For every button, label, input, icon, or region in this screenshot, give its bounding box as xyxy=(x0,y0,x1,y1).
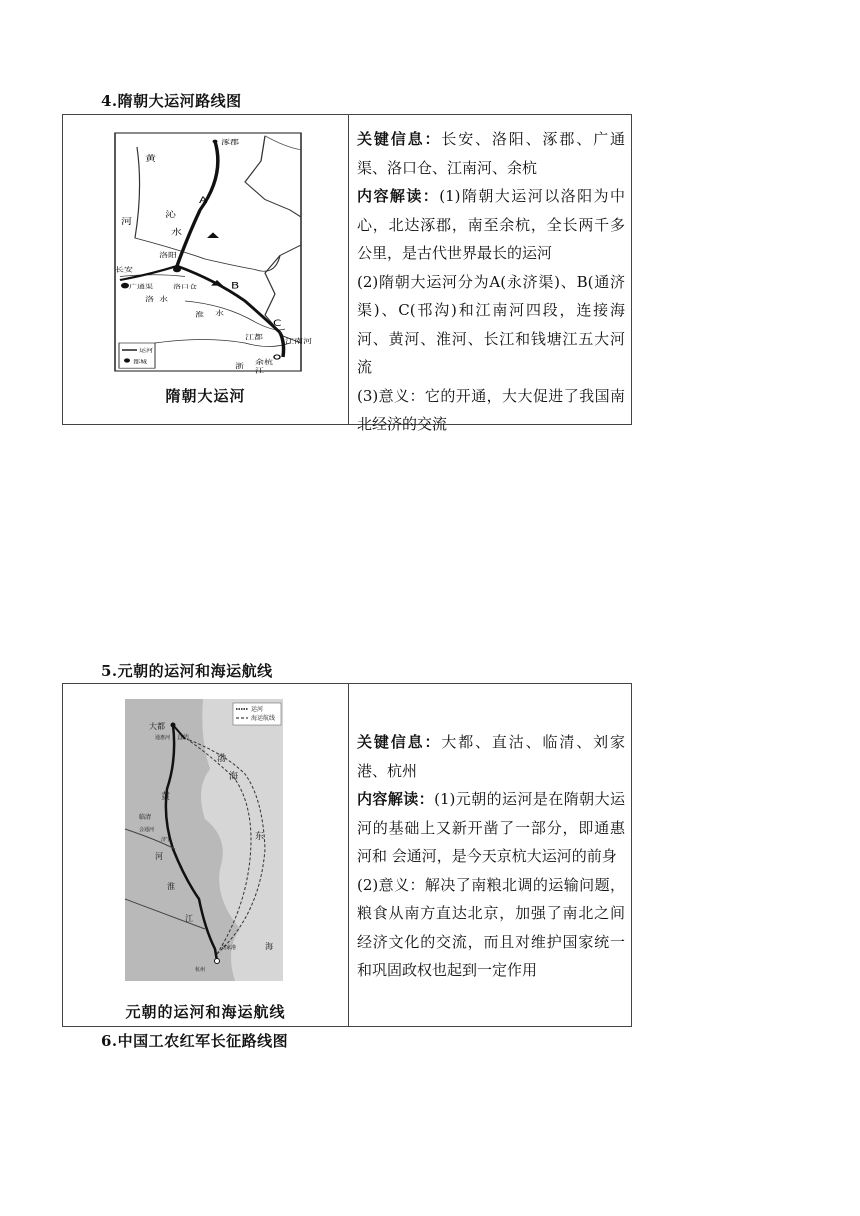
yuan-legend-sea: 海运航线 xyxy=(251,715,276,722)
map-label-luo: 洛 xyxy=(145,295,154,303)
yuan-label-dadu: 大都 xyxy=(149,722,165,731)
map-legend-canal: 运河 xyxy=(139,348,153,354)
map-label-yuhang: 余杭 xyxy=(255,358,273,366)
map-label-guangtongqu: 广通渠 xyxy=(129,283,153,291)
yuan-legend-canal: 运河 xyxy=(251,706,264,713)
interp-label: 内容解读： xyxy=(357,187,440,205)
map-label-C: C xyxy=(273,318,282,329)
interp-paragraph-1 xyxy=(357,785,625,871)
key-info-label: 关键信息： xyxy=(357,130,442,148)
map-label-jiangnanhe: 江南河 xyxy=(285,337,312,345)
map-label-qin: 沁 xyxy=(165,210,176,220)
key-info-text: 大都、直沽、临清、刘家港、杭州 xyxy=(357,733,625,780)
section-5-table xyxy=(62,683,632,1027)
map-label-A: A xyxy=(199,195,208,206)
section-5-text-cell xyxy=(349,684,631,1026)
map-label-huang: 黄 xyxy=(145,154,156,164)
map-label-huai: 淮 xyxy=(195,310,204,319)
map-label-shui2: 水 xyxy=(159,295,168,303)
interp-paragraph-1 xyxy=(357,182,625,268)
section-5-map-cell xyxy=(63,684,349,1026)
section-5-caption: 元朝的运河和海运航线 xyxy=(125,1003,286,1021)
yuan-label-he: 河 xyxy=(155,852,163,861)
map-label-jiang: 江 xyxy=(255,366,264,375)
yuan-label-liujiagang: 刘家港 xyxy=(221,945,237,951)
yuan-label-bo: 渤 xyxy=(217,754,227,764)
map-label-shui3: 水 xyxy=(215,309,224,317)
interp-paragraph-2: (2)意义：解决了南粮北调的运输问题，粮食从南方直达北京，加强了南北之间经济文化的交流，而且对维护国家统一和巩固政权也起到一定作用 xyxy=(357,875,625,979)
sui-canal-map xyxy=(115,133,312,488)
key-info-paragraph xyxy=(357,728,625,785)
yuan-label-hangzhou: 杭州 xyxy=(195,967,206,973)
interp-paragraph-2: (2)隋朝大运河分为A(永济渠)、B(通济渠)、C(邗沟)和江南河四段，连接海河、黄河、淮河、长江和钱塘江五大河流 xyxy=(357,272,625,376)
section-6-heading: 6.中国工农红军长征路线图 xyxy=(101,1032,289,1050)
map-label-shui: 水 xyxy=(171,228,182,237)
map-label-he: 河 xyxy=(121,217,132,227)
yuan-label-zhigu: 直沽 xyxy=(177,734,190,741)
map-label-luoyang: 洛阳 xyxy=(159,251,177,259)
section-4-heading: 4.隋朝大运河路线图 xyxy=(101,92,242,110)
yuan-label-jining: 济宁 xyxy=(161,837,172,843)
map-label-B: B xyxy=(231,281,240,291)
section-4-map-cell xyxy=(63,115,349,424)
map-label-zhe: 浙 xyxy=(235,362,244,370)
yuan-label-linqing: 临清 xyxy=(139,814,152,821)
yuan-label-dong: 东 xyxy=(255,832,265,842)
interp-text-1: (1)隋朝大运河以洛阳为中心，北达涿郡，南至余杭，全长两千多公里，是古代世界最长的运河 xyxy=(357,187,625,262)
yuan-label-hai: 海 xyxy=(229,772,239,782)
section-4-caption: 隋朝大运河 xyxy=(165,387,246,405)
map-label-changan: 长安 xyxy=(115,265,133,274)
map-legend-capital: 都城 xyxy=(133,359,147,365)
map-label-jiangdu: 江都 xyxy=(245,333,263,341)
yuan-label-huai: 淮 xyxy=(167,882,175,891)
yuan-label-jiang: 江 xyxy=(185,914,193,923)
key-info-text: 长安、洛阳、涿郡、广通渠、洛口仓、江南河、余杭 xyxy=(357,130,625,177)
interp-text-1: (1)元朝的运河是在隋朝大运河的基础上又新开凿了一部分，即通惠河和 会通河，是今天京杭大运河的前身 xyxy=(357,790,625,865)
yuan-label-huang: 黄 xyxy=(161,792,171,802)
key-info-label: 关键信息： xyxy=(357,733,442,751)
key-info-paragraph xyxy=(357,125,625,182)
interp-paragraph-3: (3)意义：它的开通，大大促进了我国南北经济的交流 xyxy=(357,386,625,433)
yuan-canal-map xyxy=(125,699,283,981)
map-label-zhuojun: 涿郡 xyxy=(221,138,239,146)
yuan-label-tonghuihe: 通惠河 xyxy=(155,735,171,741)
yuan-label-huitonghe: 会通河 xyxy=(139,827,155,833)
section-5-heading: 5.元朝的运河和海运航线 xyxy=(101,662,273,680)
section-4-text-cell xyxy=(349,115,631,433)
interp-label: 内容解读： xyxy=(357,790,435,808)
yuan-label-hai2: 海 xyxy=(265,942,273,951)
map-label-luokoucang: 洛口仓 xyxy=(173,283,197,291)
section-4-table xyxy=(62,114,632,433)
